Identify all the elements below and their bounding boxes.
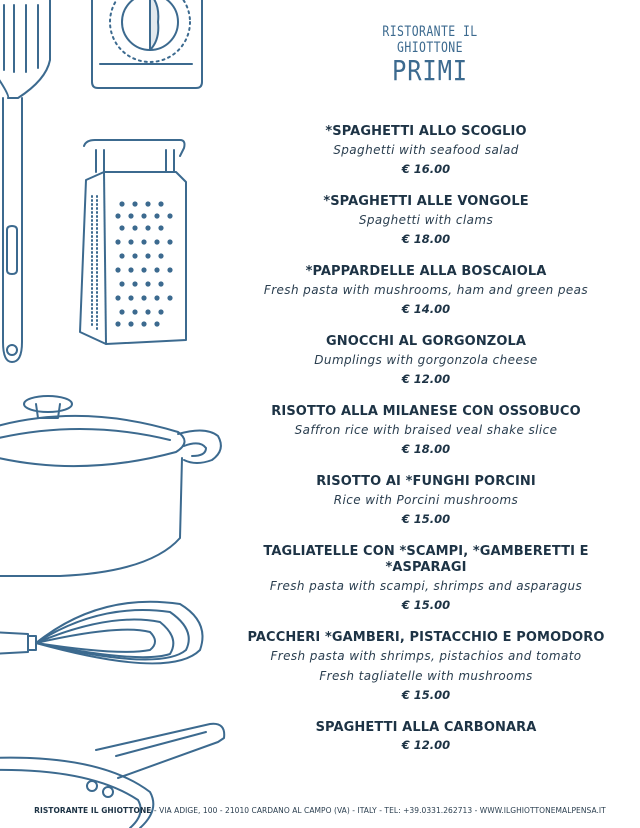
dish-price: € 12.00 [401, 738, 451, 752]
dish-name: TAGLIATELLE CON *SCAMPI, *GAMBERETTI E *ASPARAGI [263, 544, 589, 575]
dish-price: € 15.00 [401, 688, 451, 702]
section-title: PRIMI [392, 54, 468, 87]
kitchen-timer-icon [92, 0, 202, 88]
dish-description: Fresh pasta with scampi, shrimps and asparagus [269, 579, 583, 593]
dish-description: Spaghetti with seafood salad [333, 143, 519, 157]
menu-item [236, 474, 616, 528]
whisk-icon [0, 602, 203, 664]
menu-item [236, 124, 616, 178]
menu-item [236, 720, 616, 754]
dish-description: Saffron rice with braised veal shake slice [294, 423, 558, 437]
footer-restaurant-name: RISTORANTE IL GHIOTTONE [34, 806, 152, 815]
spatula-icon [0, 0, 50, 362]
dish-price: € 14.00 [401, 302, 451, 316]
dish-name: PACCHERI *GAMBERI, PISTACCHIO E POMODORO [247, 630, 605, 645]
dish-price: € 15.00 [401, 598, 451, 612]
dish-price: € 16.00 [401, 162, 451, 176]
dish-description: Fresh pasta with mushrooms, ham and green peas [263, 283, 589, 297]
footer-address [0, 806, 640, 815]
menu-list [236, 124, 616, 770]
dish-price: € 12.00 [401, 372, 451, 386]
dish-description: Spaghetti with clams [358, 213, 494, 227]
dish-name: *SPAGHETTI ALLO SCOGLIO [325, 124, 527, 139]
dish-name: RISOTTO AI *FUNGHI PORCINI [316, 474, 536, 489]
dish-name: GNOCCHI AL GORGONZOLA [325, 334, 527, 349]
dish-name: *PAPPARDELLE ALLA BOSCAIOLA [305, 264, 547, 279]
menu-item [236, 630, 616, 704]
menu-item [236, 404, 616, 458]
restaurant-name: RISTORANTE IL GHIOTTONE [382, 24, 478, 56]
dish-description: Fresh tagliatelle with mushrooms [319, 669, 533, 683]
cooking-pot-icon [0, 396, 221, 576]
dish-description: Dumplings with gorgonzola cheese [314, 353, 538, 367]
dish-name: SPAGHETTI ALLA CARBONARA [315, 720, 537, 735]
dish-name: *SPAGHETTI ALLE VONGOLE [323, 194, 529, 209]
menu-item [236, 544, 616, 614]
dish-price: € 18.00 [401, 442, 451, 456]
kitchen-illustrations [0, 0, 230, 828]
cheese-grater-icon [80, 140, 186, 344]
dish-price: € 15.00 [401, 512, 451, 526]
footer-contact: - VIA ADIGE, 100 - 21010 CARDANO AL CAMPO (VA) - ITALY - TEL: +39.0331.262713 - WWW.ILGHIOTTONEMALPENSA.IT [151, 806, 606, 815]
dish-name: RISOTTO ALLA MILANESE CON OSSOBUCO [271, 404, 581, 419]
dish-description: Rice with Porcini mushrooms [333, 493, 519, 507]
dish-description: Fresh pasta with shrimps, pistachios and tomato [270, 649, 582, 663]
menu-item [236, 264, 616, 318]
menu-item [236, 334, 616, 388]
dish-price: € 18.00 [401, 232, 451, 246]
menu-item [236, 194, 616, 248]
